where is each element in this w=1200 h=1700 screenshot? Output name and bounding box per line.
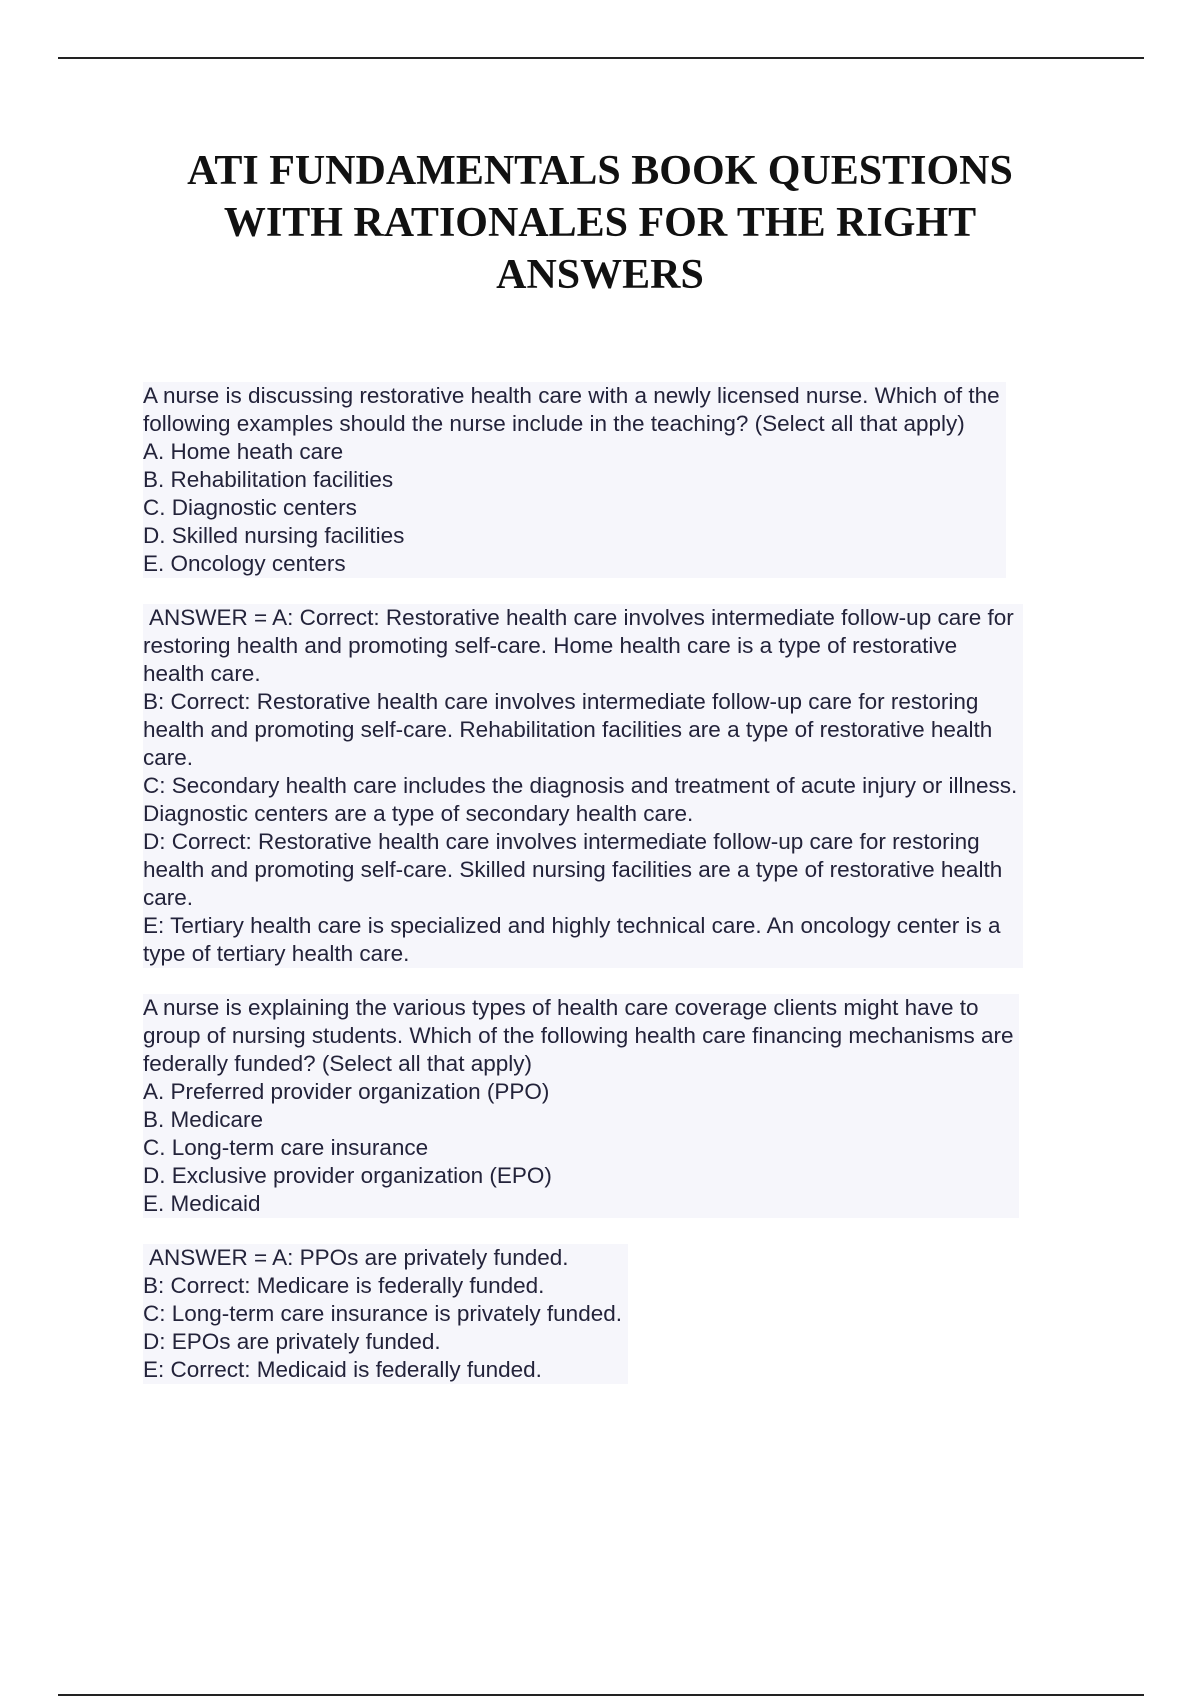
question-1-stem-line: following examples should the nurse include in the teaching? (Select all that apply): [143, 411, 965, 436]
answer-2-line: ANSWER = A: PPOs are privately funded.: [149, 1245, 569, 1270]
question-2: [143, 994, 1019, 1218]
answer-1-line: health care.: [143, 661, 261, 686]
answer-2-line: D: EPOs are privately funded.: [143, 1329, 441, 1354]
title-line: WITH RATIONALES FOR THE RIGHT: [223, 200, 977, 246]
question-2-option-b: B. Medicare: [143, 1107, 264, 1132]
answer-1-line: D: Correct: Restorative health care involves intermediate follow-up care for restoring: [143, 829, 980, 854]
question-2-option-c: C. Long-term care insurance: [143, 1135, 429, 1160]
question-2-stem-line: group of nursing students. Which of the following health care financing mechanisms are: [143, 1023, 1014, 1048]
question-2-stem-line: federally funded? (Select all that apply): [143, 1051, 532, 1076]
answer-1-line: E: Tertiary health care is specialized and highly technical care. An oncology center is a: [143, 913, 1001, 938]
answer-1-line: B: Correct: Restorative health care involves intermediate follow-up care for restoring: [143, 689, 979, 714]
question-1-option-c: C. Diagnostic centers: [143, 495, 357, 520]
answer-1-line: health and promoting self-care. Rehabilitation facilities are a type of restorative health: [143, 717, 993, 742]
question-2-option-e: E. Medicaid: [143, 1191, 261, 1216]
answer-1: [143, 604, 1023, 968]
title-line: ANSWERS: [496, 252, 704, 298]
question-1-option-e: E. Oncology centers: [143, 551, 346, 576]
answer-1-line: care.: [143, 885, 194, 910]
question-2-stem-line: A nurse is explaining the various types of health care coverage clients might have to: [143, 995, 979, 1020]
answer-2-line: E: Correct: Medicaid is federally funded.: [143, 1357, 542, 1382]
question-2-option-d: D. Exclusive provider organization (EPO): [143, 1163, 552, 1188]
title-line: ATI FUNDAMENTALS BOOK QUESTIONS: [187, 148, 1013, 194]
answer-1-line: ANSWER = A: Correct: Restorative health care involves intermediate follow-up care for: [149, 605, 1014, 630]
document-title: [0, 145, 1200, 301]
answer-1-line: C: Secondary health care includes the diagnosis and treatment of acute injury or illness.: [143, 773, 1018, 798]
bottom-rule: [58, 1694, 1144, 1696]
question-1: [143, 382, 1006, 578]
answer-1-line: type of tertiary health care.: [143, 941, 410, 966]
document-body: [143, 382, 1103, 1384]
question-2-option-a: A. Preferred provider organization (PPO): [143, 1079, 550, 1104]
answer-2-line: B: Correct: Medicare is federally funded.: [143, 1273, 545, 1298]
answer-1-line: restoring health and promoting self-care. Home health care is a type of restorative: [143, 633, 958, 658]
answer-2: [143, 1244, 628, 1384]
question-1-stem-line: A nurse is discussing restorative health care with a newly licensed nurse. Which of the: [143, 383, 1000, 408]
question-1-option-d: D. Skilled nursing facilities: [143, 523, 405, 548]
question-1-option-a: A. Home heath care: [143, 439, 344, 464]
answer-1-line: Diagnostic centers are a type of secondary health care.: [143, 801, 694, 826]
answer-1-line: care.: [143, 745, 194, 770]
question-1-option-b: B. Rehabilitation facilities: [143, 467, 394, 492]
top-rule: [58, 57, 1144, 59]
answer-1-line: health and promoting self-care. Skilled nursing facilities are a type of restorative health: [143, 857, 1003, 882]
answer-2-line: C: Long-term care insurance is privately funded.: [143, 1301, 622, 1326]
